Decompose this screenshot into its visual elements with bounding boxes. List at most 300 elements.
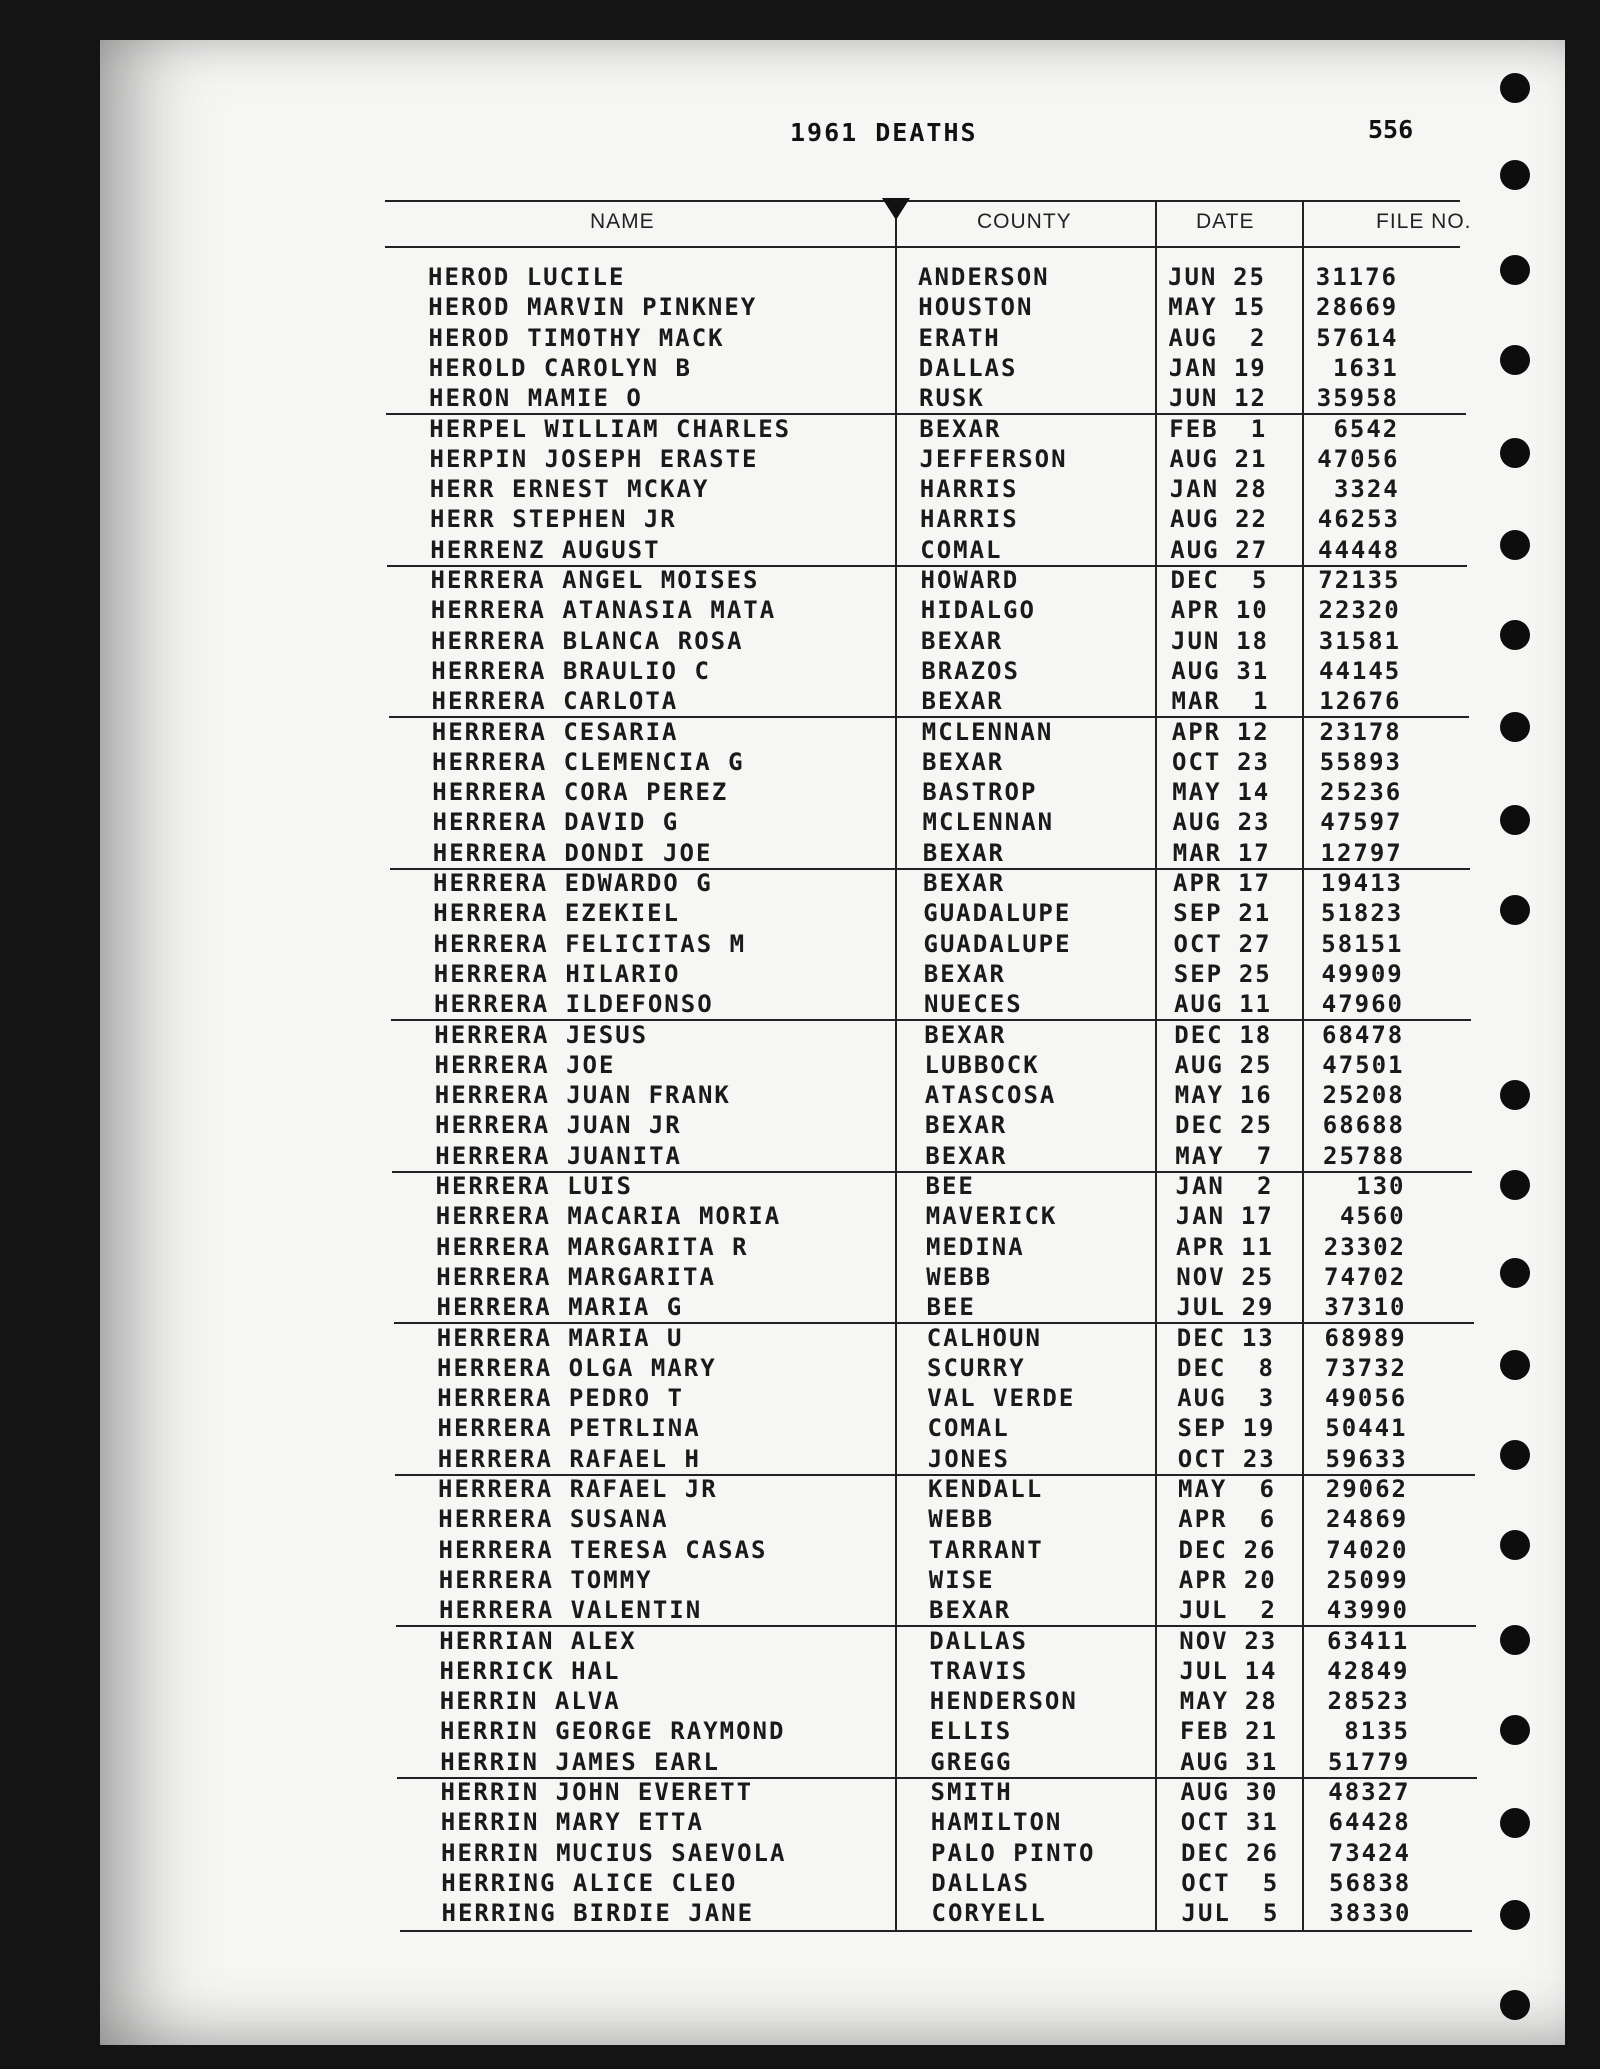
column-marker-icon	[882, 198, 910, 220]
name-cell: HERRIN MUCIUS SAEVOLA	[441, 1838, 787, 1867]
month-cell: MAY	[1168, 293, 1218, 322]
month-cell: JUN	[1169, 384, 1219, 413]
table-top-rule	[385, 200, 1460, 202]
month-cell: JUN	[1171, 626, 1221, 655]
county-cell: HARRIS	[919, 475, 1019, 504]
day-cell: 18	[1236, 626, 1269, 655]
file-number-cell: 49909	[1321, 959, 1404, 988]
day-cell: 29	[1241, 1293, 1275, 1322]
day-cell: 1	[1250, 414, 1268, 443]
county-cell: BEXAR	[921, 626, 1004, 655]
name-cell: HERRERA JUAN JR	[435, 1111, 682, 1140]
month-cell: MAY	[1172, 778, 1222, 807]
month-cell: MAY	[1175, 1141, 1225, 1170]
name-cell: HEROD LUCILE	[428, 263, 626, 291]
month-cell: JUL	[1181, 1899, 1231, 1928]
county-cell: HIDALGO	[920, 596, 1036, 625]
day-cell: 23	[1244, 1626, 1278, 1655]
month-cell: FEB	[1180, 1717, 1230, 1746]
month-cell: APR	[1178, 1565, 1229, 1594]
county-cell: VAL VERDE	[927, 1384, 1076, 1413]
day-cell: 31	[1236, 656, 1270, 685]
county-cell: DALLAS	[929, 1626, 1028, 1655]
county-cell: GREGG	[930, 1747, 1013, 1776]
table-row	[431, 626, 1441, 656]
column-header-name: NAME	[590, 210, 655, 233]
table-row	[435, 1050, 1445, 1080]
name-cell: HERON MAMIE O	[429, 384, 643, 413]
county-cell: CALHOUN	[926, 1323, 1042, 1352]
month-cell: AUG	[1170, 535, 1220, 564]
name-cell: HERRERA DONDI JOE	[432, 838, 713, 867]
month-cell: AUG	[1177, 1384, 1227, 1413]
page-number: 556	[1368, 115, 1414, 144]
table-row	[432, 686, 1442, 716]
day-cell: 27	[1238, 929, 1272, 958]
month-cell: DEC	[1170, 566, 1220, 594]
table-row	[433, 807, 1443, 837]
name-cell: HERRIN JAMES EARL	[440, 1747, 720, 1776]
file-number-cell: 38330	[1329, 1899, 1412, 1928]
name-cell: HERRERA MARGARITA	[436, 1262, 716, 1291]
table-row	[436, 1262, 1446, 1292]
month-cell: MAR	[1171, 687, 1221, 716]
table-row	[429, 353, 1439, 383]
file-number-cell: 25099	[1326, 1565, 1409, 1594]
table-row	[434, 989, 1444, 1019]
month-cell: JAN	[1175, 1202, 1226, 1231]
file-number-cell: 35958	[1316, 384, 1399, 413]
county-cell: MCLENNAN	[922, 808, 1055, 837]
county-cell: SCURRY	[927, 1353, 1026, 1382]
file-number-cell: 1631	[1332, 353, 1399, 382]
county-cell: ELLIS	[930, 1717, 1013, 1746]
file-number-cell: 68688	[1322, 1111, 1405, 1140]
file-number-cell: 64428	[1328, 1808, 1411, 1837]
month-cell: OCT	[1181, 1868, 1231, 1897]
month-cell: AUG	[1171, 656, 1221, 685]
day-cell: 16	[1239, 1081, 1273, 1110]
month-cell: MAR	[1172, 838, 1223, 867]
day-cell: 8	[1258, 1353, 1275, 1382]
name-cell: HERRERA JUANITA	[435, 1141, 682, 1170]
table-row	[440, 1716, 1450, 1746]
table-row	[434, 929, 1444, 959]
table-row	[441, 1807, 1451, 1837]
county-cell: ATASCOSA	[924, 1081, 1057, 1110]
table-row	[438, 1413, 1448, 1443]
month-cell: AUG	[1169, 444, 1219, 473]
month-cell: JUL	[1179, 1596, 1229, 1625]
day-cell: 25	[1241, 1262, 1275, 1291]
page-title: 1961 DEATHS	[790, 118, 978, 147]
county-cell: HOWARD	[920, 566, 1020, 594]
file-number-cell: 49056	[1325, 1384, 1408, 1413]
day-cell: 5	[1252, 566, 1269, 594]
month-cell: AUG	[1170, 505, 1220, 534]
name-cell: HERRERA MARIA U	[436, 1323, 684, 1352]
file-number-cell: 47501	[1322, 1050, 1405, 1079]
month-cell: MAY	[1179, 1687, 1230, 1716]
day-cell: 1	[1253, 687, 1270, 716]
day-cell: 26	[1243, 1535, 1277, 1564]
file-number-cell: 73424	[1328, 1838, 1411, 1867]
file-number-cell: 4560	[1339, 1202, 1406, 1231]
table-row	[429, 383, 1439, 413]
county-cell: BEXAR	[922, 747, 1005, 776]
day-cell: 25	[1240, 1111, 1273, 1140]
county-cell: HAMILTON	[930, 1808, 1063, 1837]
day-cell: 26	[1246, 1838, 1279, 1867]
month-cell: DEC	[1176, 1323, 1227, 1352]
table-row	[428, 262, 1438, 292]
county-cell: GUADALUPE	[923, 899, 1072, 928]
table-row	[440, 1656, 1450, 1686]
county-cell: PALO PINTO	[931, 1838, 1096, 1867]
name-cell: HERRERA TERESA CASAS	[438, 1535, 768, 1564]
county-cell: BEXAR	[924, 1020, 1007, 1049]
month-cell: JUL	[1176, 1293, 1226, 1322]
file-number-cell: 50441	[1325, 1414, 1408, 1443]
name-cell: HERRERA JESUS	[434, 1020, 649, 1049]
file-number-cell: 29062	[1325, 1475, 1408, 1503]
file-number-cell: 28523	[1327, 1687, 1410, 1716]
day-cell: 23	[1237, 808, 1271, 837]
name-cell: HERRING BIRDIE JANE	[441, 1899, 755, 1928]
name-cell: HERRERA RAFAEL H	[437, 1444, 701, 1473]
table-row	[437, 1292, 1447, 1322]
month-cell: OCT	[1173, 929, 1223, 958]
file-number-cell: 68478	[1322, 1020, 1405, 1049]
day-cell: 2	[1257, 1172, 1274, 1200]
county-cell: HENDERSON	[929, 1687, 1078, 1716]
table-row	[437, 1323, 1447, 1353]
table-row	[438, 1444, 1448, 1474]
table-row	[440, 1686, 1450, 1716]
column-header-county: COUNTY	[977, 210, 1072, 233]
day-cell: 25	[1238, 959, 1272, 988]
month-cell: MAY	[1178, 1475, 1228, 1503]
file-number-cell: 51779	[1328, 1747, 1411, 1776]
county-cell: RUSK	[919, 384, 985, 413]
name-cell: HERRERA OLGA MARY	[437, 1353, 717, 1382]
table-row	[435, 1141, 1445, 1171]
month-cell: SEP	[1177, 1414, 1227, 1443]
name-cell: HERRERA CESARIA	[431, 717, 679, 746]
county-cell: BASTROP	[922, 778, 1038, 807]
table-row	[432, 717, 1442, 747]
day-cell: 19	[1233, 353, 1267, 382]
day-cell: 25	[1239, 1050, 1273, 1079]
name-cell: HERRERA CLEMENCIA G	[432, 747, 745, 776]
day-cell: 21	[1238, 899, 1272, 928]
table-row	[434, 959, 1444, 989]
month-cell: OCT	[1177, 1444, 1228, 1473]
name-cell: HERRERA ILDEFONSO	[434, 990, 714, 1019]
day-cell: 17	[1240, 1202, 1274, 1231]
day-cell: 23	[1237, 747, 1270, 776]
name-cell: HERRING ALICE CLEO	[441, 1868, 738, 1897]
county-cell: HARRIS	[920, 505, 1019, 534]
county-cell: WISE	[928, 1565, 995, 1594]
county-cell: BEE	[926, 1293, 976, 1322]
file-number-cell: 55893	[1319, 747, 1402, 776]
county-cell: BEXAR	[923, 959, 1006, 988]
day-cell: 7	[1256, 1141, 1274, 1170]
month-cell: JAN	[1175, 1172, 1225, 1200]
day-cell: 11	[1241, 1232, 1274, 1261]
day-cell: 5	[1263, 1899, 1280, 1928]
county-cell: BRAZOS	[921, 656, 1020, 685]
day-cell: 5	[1262, 1868, 1280, 1897]
name-cell: HERRERA DAVID G	[432, 808, 680, 837]
file-number-cell: 46253	[1317, 505, 1400, 534]
county-cell: BEXAR	[925, 1111, 1008, 1140]
name-cell: HERRERA EZEKIEL	[433, 899, 680, 928]
name-cell: HERRERA BLANCA ROSA	[431, 626, 744, 655]
day-cell: 2	[1250, 323, 1267, 352]
file-number-cell: 72135	[1318, 566, 1401, 594]
county-cell: KENDALL	[928, 1475, 1044, 1503]
name-cell: HERRIN JOHN EVERETT	[440, 1778, 754, 1806]
month-cell: APR	[1171, 717, 1222, 746]
table-row	[438, 1504, 1448, 1534]
name-cell: HERRERA FELICITAS M	[433, 929, 747, 958]
file-number-cell: 19413	[1320, 869, 1403, 897]
day-cell: 6	[1259, 1475, 1276, 1503]
table-row	[436, 1201, 1446, 1231]
table-row	[433, 868, 1443, 898]
name-cell: HERRERA BRAULIO C	[431, 656, 711, 685]
county-cell: BEXAR	[922, 838, 1005, 867]
month-cell: DEC	[1177, 1353, 1227, 1382]
county-cell: JONES	[927, 1444, 1010, 1473]
name-cell: HERRERA ATANASIA MATA	[430, 596, 777, 625]
county-cell: WEBB	[928, 1505, 995, 1534]
column-header-date: DATE	[1196, 210, 1255, 233]
day-cell: 17	[1238, 869, 1271, 897]
county-cell: DALLAS	[918, 353, 1018, 382]
table-row	[441, 1868, 1451, 1898]
name-cell: HERRERA PETRLINA	[437, 1414, 701, 1443]
month-cell: JUN	[1168, 263, 1218, 291]
table-row	[432, 777, 1442, 807]
table-row	[439, 1595, 1449, 1625]
county-cell: GUADALUPE	[923, 929, 1072, 958]
month-cell: NOV	[1179, 1626, 1229, 1655]
name-cell: HERRERA RAFAEL JR	[438, 1475, 718, 1503]
file-number-cell: 3324	[1333, 475, 1400, 504]
table-row	[437, 1353, 1447, 1383]
table-row	[439, 1626, 1449, 1656]
table-row	[431, 565, 1441, 595]
file-number-cell: 31581	[1318, 626, 1401, 655]
day-cell: 3	[1258, 1384, 1276, 1413]
file-number-cell: 68989	[1324, 1323, 1407, 1352]
file-number-cell: 42849	[1327, 1656, 1410, 1685]
day-cell: 28	[1234, 475, 1268, 504]
file-number-cell: 25208	[1322, 1081, 1405, 1110]
day-cell: 13	[1241, 1323, 1275, 1352]
file-number-cell: 58151	[1321, 929, 1404, 958]
name-cell: HERRERA MACARIA MORIA	[435, 1202, 782, 1231]
file-number-cell: 130	[1356, 1172, 1406, 1200]
table-row	[435, 1080, 1445, 1110]
file-number-cell: 23302	[1323, 1232, 1406, 1261]
county-cell: TARRANT	[928, 1535, 1044, 1564]
name-cell: HERRERA JOE	[434, 1050, 616, 1079]
table-row	[429, 414, 1439, 444]
day-cell: 10	[1235, 596, 1269, 625]
county-cell: MEDINA	[926, 1232, 1025, 1261]
month-cell: DEC	[1174, 1020, 1224, 1049]
file-number-cell: 12797	[1320, 838, 1403, 867]
table-row	[440, 1747, 1450, 1777]
file-number-cell: 47597	[1320, 808, 1403, 837]
name-cell: HERRERA CORA PEREZ	[432, 778, 729, 807]
day-cell: 19	[1242, 1414, 1276, 1443]
month-cell: DEC	[1175, 1111, 1225, 1140]
table-row	[439, 1565, 1449, 1595]
day-cell: 14	[1237, 778, 1271, 807]
day-cell: 25	[1233, 263, 1266, 291]
table-bottom-rule	[400, 1930, 1472, 1932]
name-cell: HERRERA ANGEL MOISES	[430, 566, 760, 594]
day-cell: 17	[1237, 838, 1271, 867]
file-number-cell: 8135	[1344, 1717, 1410, 1746]
county-cell: BEE	[925, 1172, 975, 1200]
county-cell: MAVERICK	[925, 1202, 1058, 1231]
name-cell: HERRIAN ALEX	[439, 1626, 637, 1655]
table-row	[435, 1110, 1445, 1140]
month-cell: AUG	[1174, 1050, 1224, 1079]
table-row	[428, 292, 1438, 322]
day-cell: 30	[1245, 1778, 1279, 1806]
table-row	[434, 1020, 1444, 1050]
file-number-cell: 51823	[1321, 899, 1404, 928]
day-cell: 23	[1242, 1444, 1276, 1473]
table-row	[441, 1838, 1451, 1868]
county-cell: BEXAR	[929, 1596, 1012, 1625]
name-cell: HERR STEPHEN JR	[430, 505, 677, 534]
table-row	[430, 535, 1440, 565]
county-cell: WEBB	[926, 1262, 993, 1291]
day-cell: 14	[1244, 1656, 1278, 1685]
table-row	[433, 838, 1443, 868]
file-number-cell: 43990	[1326, 1596, 1409, 1625]
table-row	[433, 898, 1443, 928]
day-cell: 21	[1234, 444, 1268, 473]
month-cell: AUG	[1180, 1778, 1230, 1806]
county-cell: BEXAR	[921, 687, 1004, 716]
table-row	[436, 1232, 1446, 1262]
file-number-cell: 47056	[1317, 444, 1400, 473]
name-cell: HERRICK HAL	[439, 1656, 621, 1685]
month-cell: JUL	[1179, 1656, 1229, 1685]
day-cell: 12	[1234, 384, 1267, 413]
table-row	[429, 323, 1439, 353]
table-row	[430, 504, 1440, 534]
name-cell: HERRERA VALENTIN	[439, 1596, 703, 1625]
month-cell: SEP	[1173, 899, 1223, 928]
day-cell: 6	[1259, 1505, 1277, 1534]
day-cell: 11	[1239, 990, 1272, 1019]
table-header-rule	[385, 246, 1460, 248]
file-number-cell: 47960	[1321, 990, 1404, 1019]
name-cell: HERRERA PEDRO T	[437, 1384, 684, 1413]
day-cell: 31	[1245, 1808, 1279, 1837]
table-row	[431, 656, 1441, 686]
name-cell: HEROD MARVIN PINKNEY	[428, 293, 758, 322]
file-number-cell: 63411	[1327, 1626, 1410, 1655]
name-cell: HERRERA LUIS	[435, 1172, 633, 1200]
table-row	[438, 1474, 1448, 1504]
month-cell: AUG	[1172, 808, 1222, 837]
day-cell: 12	[1236, 717, 1270, 746]
file-number-cell: 31176	[1315, 263, 1398, 291]
county-cell: MCLENNAN	[921, 717, 1054, 746]
name-cell: HERRERA JUAN FRANK	[434, 1081, 731, 1110]
month-cell: JAN	[1168, 353, 1219, 382]
name-cell: HERRIN GEORGE RAYMOND	[440, 1717, 786, 1746]
table-row	[436, 1171, 1446, 1201]
file-number-cell: 44448	[1318, 535, 1401, 564]
day-cell: 20	[1243, 1565, 1277, 1594]
county-cell: BEXAR	[925, 1141, 1008, 1170]
table-row	[430, 474, 1440, 504]
file-number-cell: 74702	[1324, 1262, 1407, 1291]
month-cell: DEC	[1178, 1535, 1228, 1564]
month-cell: AUG	[1174, 990, 1224, 1019]
day-cell: 2	[1260, 1596, 1277, 1625]
file-number-cell: 44145	[1319, 656, 1402, 685]
month-cell: JAN	[1169, 475, 1220, 504]
name-cell: HERPEL WILLIAM CHARLES	[429, 414, 792, 443]
county-cell: BEXAR	[919, 414, 1002, 443]
name-cell: HERRERA HILARIO	[433, 959, 681, 988]
month-cell: APR	[1178, 1505, 1228, 1534]
table-row	[441, 1777, 1451, 1807]
table-row	[430, 444, 1440, 474]
name-cell: HERRERA EDWARDO G	[433, 869, 713, 897]
month-cell: DEC	[1181, 1838, 1231, 1867]
file-number-cell: 74020	[1326, 1535, 1409, 1564]
file-number-cell: 37310	[1324, 1293, 1407, 1322]
month-cell: OCT	[1172, 747, 1222, 776]
month-cell: AUG	[1168, 323, 1218, 352]
table-row	[439, 1535, 1449, 1565]
month-cell: SEP	[1173, 959, 1224, 988]
file-number-cell: 25788	[1323, 1141, 1406, 1170]
day-cell: 28	[1244, 1687, 1278, 1716]
day-cell: 31	[1245, 1747, 1279, 1776]
month-cell: APR	[1173, 869, 1223, 897]
name-cell: HERRERA TOMMY	[438, 1565, 653, 1594]
county-cell: COMAL	[927, 1414, 1010, 1443]
file-number-cell: 24869	[1326, 1505, 1409, 1534]
name-cell: HERRENZ AUGUST	[430, 535, 661, 564]
county-cell: CORYELL	[931, 1899, 1047, 1928]
county-cell: HOUSTON	[918, 293, 1034, 322]
name-cell: HERRERA MARIA G	[436, 1293, 684, 1322]
file-number-cell: 59633	[1325, 1444, 1408, 1473]
county-cell: ANDERSON	[918, 263, 1050, 291]
file-number-cell: 6542	[1333, 414, 1400, 443]
file-number-cell: 48327	[1328, 1778, 1411, 1806]
county-cell: LUBBOCK	[924, 1050, 1040, 1079]
name-cell: HERRERA CARLOTA	[431, 687, 679, 716]
name-cell: HERPIN JOSEPH ERASTE	[429, 444, 759, 473]
